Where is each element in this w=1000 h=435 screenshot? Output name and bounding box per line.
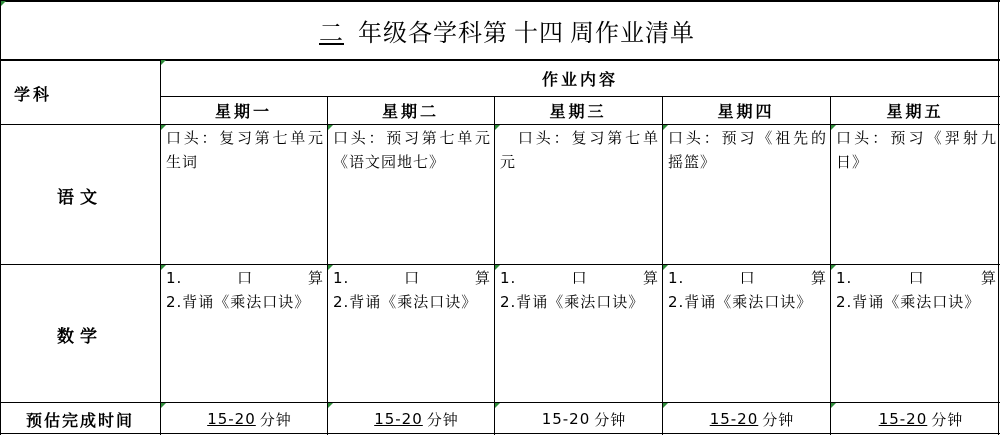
cell-marker	[328, 125, 333, 130]
time-range: 15-20	[207, 410, 256, 428]
cell-marker	[495, 265, 500, 270]
grid-line	[0, 402, 1000, 403]
cell-marker	[1, 1, 6, 6]
grid-line	[0, 264, 1000, 265]
row-label-time: 预估完成时间	[25, 410, 134, 430]
content-header: 作业内容	[541, 69, 618, 89]
math-item1-num: 1.	[333, 269, 350, 287]
math-item1-word-a: 口	[571, 269, 588, 287]
math-item2: 2.背诵《乘法口诀》	[668, 293, 813, 311]
cell-marker	[495, 125, 500, 130]
cell-marker	[161, 403, 166, 408]
math-item1-word-a: 口	[908, 269, 925, 287]
grid-line	[0, 59, 1000, 61]
grid-line	[0, 124, 1000, 125]
chinese-cell-fri: 口头：预习《羿射九日》	[836, 129, 997, 171]
math-item1-word-b: 算	[474, 269, 491, 287]
chinese-cell-wed: 口头：复习第七单元	[500, 129, 659, 171]
cell-marker	[328, 403, 333, 408]
math-item2: 2.背诵《乘法口诀》	[333, 293, 478, 311]
cell-marker	[161, 60, 166, 65]
time-range: 15-20	[374, 410, 423, 428]
day-header-fri: 星期五	[886, 102, 944, 121]
cell-marker	[663, 125, 668, 130]
time-cell-tue	[327, 403, 494, 435]
math-cell-mon	[160, 265, 327, 403]
cell-marker	[328, 265, 333, 270]
math-item2: 2.背诵《乘法口诀》	[500, 293, 645, 311]
cell-marker	[663, 403, 668, 408]
math-cell-thu	[662, 265, 830, 403]
time-unit: 分钟	[426, 410, 459, 429]
time-cell-mon	[160, 403, 327, 435]
grid-line	[160, 59, 161, 435]
cell-marker	[831, 125, 836, 130]
row-label-chinese: 语文	[57, 187, 103, 208]
day-header-tue: 星期二	[381, 102, 439, 121]
day-header-mon: 星期一	[214, 102, 272, 121]
day-header-wed: 星期三	[549, 102, 607, 121]
cell-marker	[831, 403, 836, 408]
title-text-2: 周作业清单	[570, 18, 695, 47]
math-item1-num: 1.	[668, 269, 685, 287]
math-cell-wed	[494, 265, 662, 403]
time-cell-fri	[830, 403, 1000, 435]
time-cell-wed	[494, 403, 662, 435]
chinese-cell-mon: 口头：复习第七单元生词	[166, 129, 324, 171]
math-item1-num: 1.	[500, 269, 517, 287]
math-item1-word-b: 算	[307, 269, 324, 287]
math-cell-tue	[327, 265, 494, 403]
grid-line	[0, 0, 1, 435]
math-item1-word-a: 口	[404, 269, 421, 287]
grid-line	[0, 433, 1000, 434]
time-unit: 分钟	[762, 410, 795, 429]
math-cell-fri	[830, 265, 1000, 403]
time-unit: 分钟	[594, 410, 627, 429]
grade-value: 二	[319, 18, 344, 47]
math-item1-word-b: 算	[810, 269, 827, 287]
row-label-math: 数学	[57, 326, 103, 347]
grid-line	[0, 0, 1000, 2]
time-unit: 分钟	[259, 410, 292, 429]
math-item1-num: 1.	[836, 269, 853, 287]
sheet-title	[0, 0, 1000, 60]
math-item1-word-b: 算	[642, 269, 659, 287]
cell-marker	[161, 265, 166, 270]
math-item1-word-b: 算	[980, 269, 997, 287]
grid-line	[998, 0, 999, 435]
time-range: 15-20	[541, 410, 591, 428]
time-unit: 分钟	[931, 410, 964, 429]
title-text-1: 年级各学科第	[358, 18, 508, 47]
chinese-cell-thu: 口头：预习《祖先的摇篮》	[668, 129, 827, 171]
math-item2: 2.背诵《乘法口诀》	[836, 293, 981, 311]
cell-marker	[495, 403, 500, 408]
time-range: 15-20	[709, 410, 759, 428]
day-header-thu: 星期四	[717, 102, 775, 121]
time-cell-thu	[662, 403, 830, 435]
grid-line	[160, 96, 1000, 97]
math-item1-word-a: 口	[237, 269, 254, 287]
math-item1-word-a: 口	[739, 269, 756, 287]
week-value: 十四	[514, 18, 564, 47]
math-item1-num: 1.	[166, 269, 183, 287]
math-item2: 2.背诵《乘法口诀》	[166, 293, 311, 311]
cell-marker	[831, 265, 836, 270]
time-range: 15-20	[878, 410, 928, 428]
cell-marker	[161, 125, 166, 130]
subject-header: 学科	[14, 84, 53, 104]
cell-marker	[663, 265, 668, 270]
chinese-cell-tue: 口头：预习第七单元《语文园地七》	[333, 129, 491, 171]
